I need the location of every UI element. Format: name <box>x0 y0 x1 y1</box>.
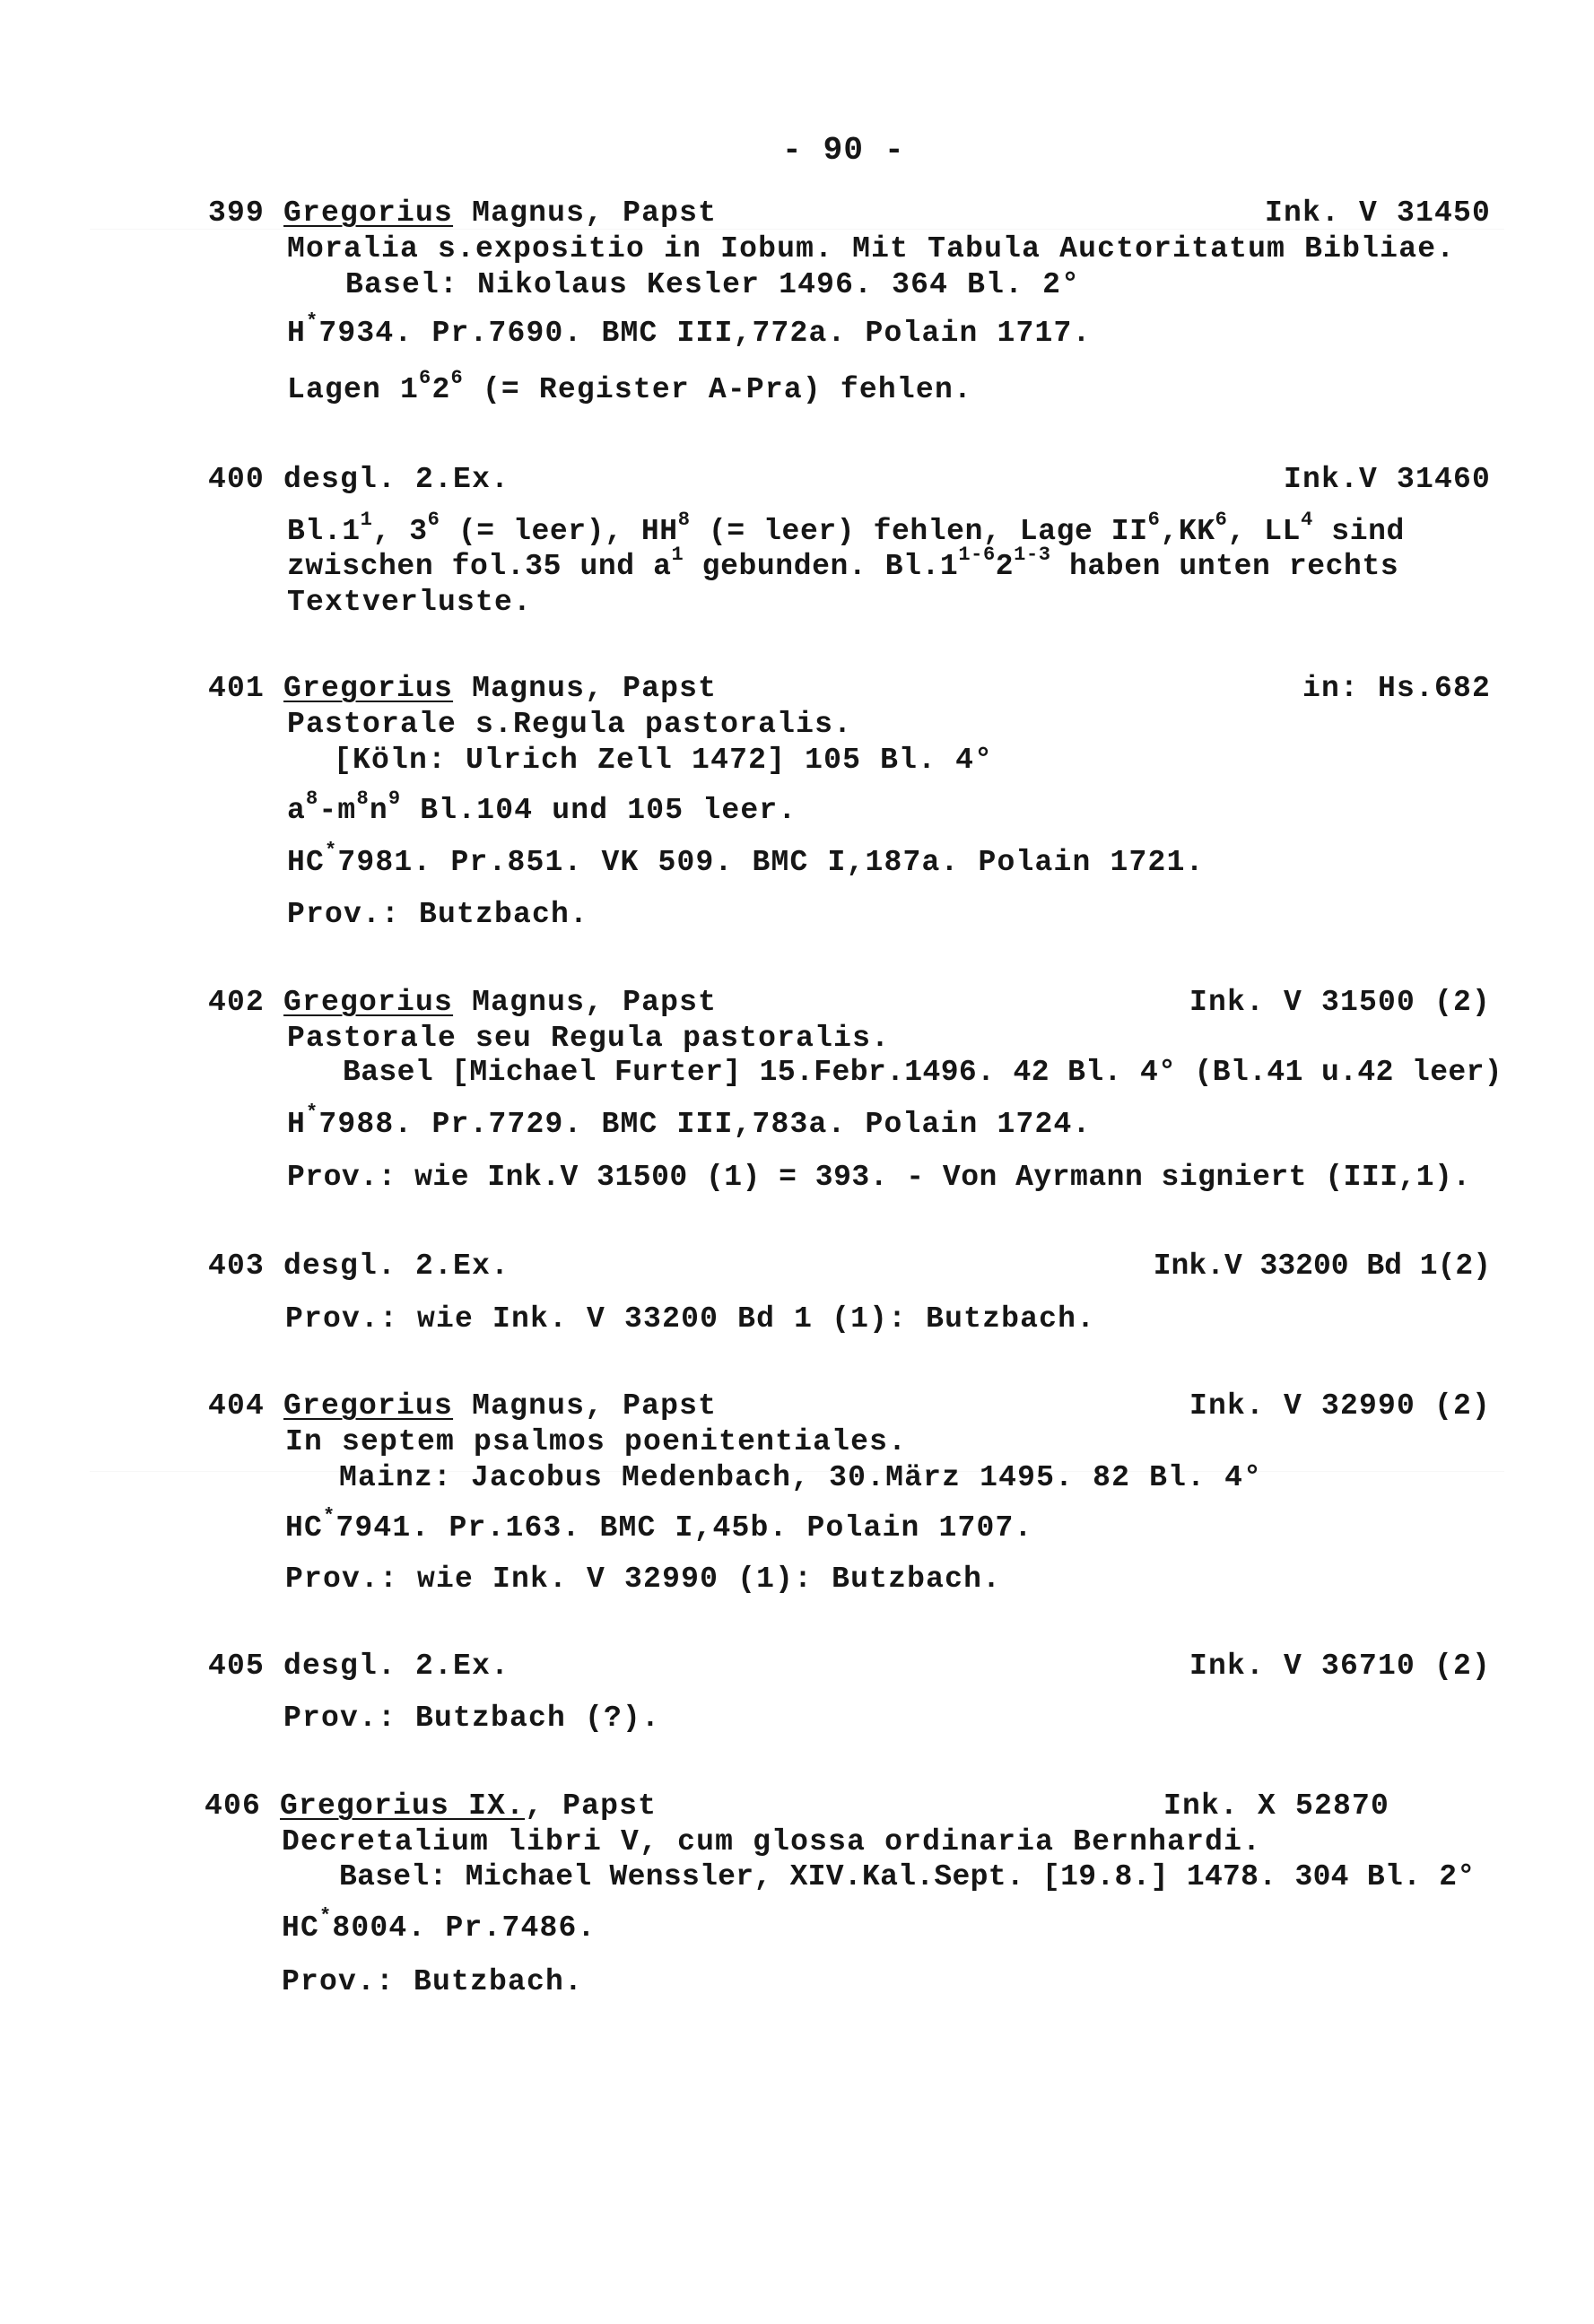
entry-shelfmark: Ink. V 31500 (2) <box>1189 986 1491 1019</box>
entry-author-rest: Magnus, Papst <box>453 986 718 1019</box>
entry-provenance: Prov.: Butzbach (?). <box>283 1702 661 1735</box>
note-sup: 1-6 <box>958 544 996 566</box>
ref-prefix: HC <box>287 846 326 879</box>
collation-text: a <box>287 794 307 827</box>
collation-text: Bl.104 und 105 leer. <box>401 794 797 827</box>
entry-author-rest: Magnus, Papst <box>453 196 718 230</box>
entry-note-line-2 <box>287 544 1399 585</box>
collation-text: n <box>369 794 388 827</box>
entry-author: Gregorius <box>283 1389 454 1423</box>
note-text: , 3 <box>372 515 428 548</box>
entry-header <box>208 1649 510 1684</box>
entry-references <box>287 310 1092 352</box>
entry-author: Gregorius IX. <box>280 1789 526 1823</box>
note-sup: 4 <box>1301 509 1313 531</box>
entry-shelfmark: Ink.V 33200 Bd 1(2) <box>1153 1249 1491 1283</box>
note-sup: 1-3 <box>1014 544 1051 566</box>
entry-text: desgl. 2.Ex. <box>283 1649 510 1683</box>
ref-list: 8004. Pr.7486. <box>332 1911 597 1945</box>
entry-title: In septem psalmos poenitentiales. <box>285 1425 908 1458</box>
entry-number: 401 <box>208 672 266 705</box>
entry-text: desgl. 2.Ex. <box>283 1249 510 1283</box>
note-sup: 8 <box>677 509 691 531</box>
entry-imprint: Basel: Michael Wenssler, XIV.Kal.Sept. [19.8.] 1478. 304 Bl. 2° <box>339 1860 1476 1893</box>
collation-sup: 9 <box>388 788 402 810</box>
entry-note <box>287 367 972 408</box>
entry-imprint: Mainz: Jacobus Medenbach, 30.März 1495. 82 Bl. 4° <box>339 1461 1263 1494</box>
ref-list: 7981. Pr.851. VK 509. BMC I,187a. Polain 1721. <box>337 846 1205 879</box>
entry-shelfmark: Ink. V 32990 (2) <box>1189 1389 1491 1423</box>
entry-collation <box>287 788 797 829</box>
entry-header <box>205 1789 657 1824</box>
ref-list: 7988. Pr.7729. BMC III,783a. Polain 1724. <box>318 1108 1092 1141</box>
ref-star: * <box>306 310 319 333</box>
entry-header <box>208 1249 510 1284</box>
entry-shelfmark: Ink. X 52870 <box>1163 1789 1389 1823</box>
entry-header <box>208 462 510 498</box>
entry-note-line-3: Textverluste. <box>287 586 533 619</box>
note-text: (= leer) fehlen, Lage II <box>690 515 1148 548</box>
entry-author: Gregorius <box>283 672 454 705</box>
ref-prefix: HC <box>282 1911 320 1945</box>
note-sup: 6 <box>427 509 440 531</box>
entry-title: Moralia s.expositio in Iobum. Mit Tabula Auctoritatum Bibliae. <box>287 232 1456 265</box>
entry-text: desgl. 2.Ex. <box>283 463 510 496</box>
entry-author: Gregorius <box>283 986 454 1019</box>
collation-sup: 8 <box>306 788 319 810</box>
note-text: Lagen 1 <box>287 373 420 406</box>
note-text: gebunden. Bl.1 <box>684 550 959 583</box>
entry-provenance: Prov.: Butzbach. <box>282 1965 584 1998</box>
ref-star: * <box>319 1905 333 1928</box>
entry-references <box>287 1101 1092 1143</box>
note-text: haben unten rechts <box>1050 550 1399 583</box>
entry-number: 403 <box>208 1249 266 1283</box>
entry-header <box>208 1388 717 1424</box>
collation-text: -m <box>318 794 357 827</box>
note-text: 2 <box>995 550 1015 583</box>
entry-references <box>287 840 1205 881</box>
note-text: (= leer), HH <box>440 515 678 548</box>
entry-author-rest: Magnus, Papst <box>453 1389 718 1423</box>
ref-list: 7934. Pr.7690. BMC III,772a. Polain 1717. <box>318 317 1092 350</box>
ref-prefix: H <box>287 1108 307 1141</box>
ref-star: * <box>306 1101 319 1124</box>
entry-number: 405 <box>208 1649 266 1683</box>
entry-title: Pastorale s.Regula pastoralis. <box>287 708 853 741</box>
collation-sup: 8 <box>356 788 370 810</box>
note-text: Bl.1 <box>287 515 361 548</box>
entry-number: 406 <box>205 1789 262 1823</box>
entry-references <box>282 1905 597 1946</box>
entry-provenance: Prov.: wie Ink. V 32990 (1): Butzbach. <box>285 1562 1002 1596</box>
entry-number: 400 <box>208 463 266 496</box>
entry-shelfmark: Ink.V 31460 <box>1283 463 1491 496</box>
entry-header <box>208 985 717 1021</box>
note-sup: 6 <box>450 367 464 389</box>
entry-imprint: [Köln: Ulrich Zell 1472] 105 Bl. 4° <box>334 744 994 777</box>
entry-provenance: Prov.: Butzbach. <box>287 898 589 931</box>
note-text: , LL <box>1227 515 1302 548</box>
note-text: sind <box>1312 515 1405 548</box>
entry-author-rest: Magnus, Papst <box>453 672 718 705</box>
entry-header <box>208 196 717 231</box>
ref-prefix: HC <box>285 1511 324 1545</box>
entry-header <box>208 671 717 707</box>
entry-provenance: Prov.: wie Ink.V 31500 (1) = 393. - Von Ayrmann signiert (III,1). <box>287 1161 1471 1194</box>
note-sup: 6 <box>1215 509 1228 531</box>
entry-author-rest: , Papst <box>525 1789 658 1823</box>
entry-imprint: Basel: Nikolaus Kesler 1496. 364 Bl. 2° <box>345 268 1081 301</box>
ref-star: * <box>323 1505 336 1528</box>
entry-shelfmark: in: Hs.682 <box>1302 672 1491 705</box>
note-sup: 6 <box>1147 509 1161 531</box>
entry-number: 399 <box>208 196 266 230</box>
entry-shelfmark: Ink. V 31450 <box>1264 196 1491 230</box>
ref-star: * <box>325 840 338 862</box>
entry-title: Pastorale seu Regula pastoralis. <box>287 1022 891 1055</box>
ref-list: 7941. Pr.163. BMC I,45b. Polain 1707. <box>335 1511 1033 1545</box>
note-text: 2 <box>431 373 451 406</box>
note-text: ,KK <box>1160 515 1215 548</box>
entry-note-line-1 <box>287 509 1405 550</box>
entry-references <box>285 1505 1033 1546</box>
entry-author: Gregorius <box>283 196 454 230</box>
entry-number: 404 <box>208 1389 266 1423</box>
note-text: (= Register A-Pra) fehlen. <box>463 373 972 406</box>
entry-provenance: Prov.: wie Ink. V 33200 Bd 1 (1): Butzbach. <box>285 1302 1096 1336</box>
entry-shelfmark: Ink. V 36710 (2) <box>1189 1649 1491 1683</box>
note-text: zwischen fol.35 und a <box>287 550 672 583</box>
entry-number: 402 <box>208 986 266 1019</box>
note-sup: 6 <box>419 367 432 389</box>
entry-title: Decretalium libri V, cum glossa ordinaria Bernhardi. <box>282 1825 1262 1858</box>
note-sup: 1 <box>671 544 684 566</box>
page-number: - 90 - <box>782 132 905 169</box>
entry-imprint: Basel [Michael Furter] 15.Febr.1496. 42 Bl. 4° (Bl.41 u.42 leer) <box>343 1056 1503 1089</box>
note-sup: 1 <box>360 509 373 531</box>
ref-prefix: H <box>287 317 307 350</box>
